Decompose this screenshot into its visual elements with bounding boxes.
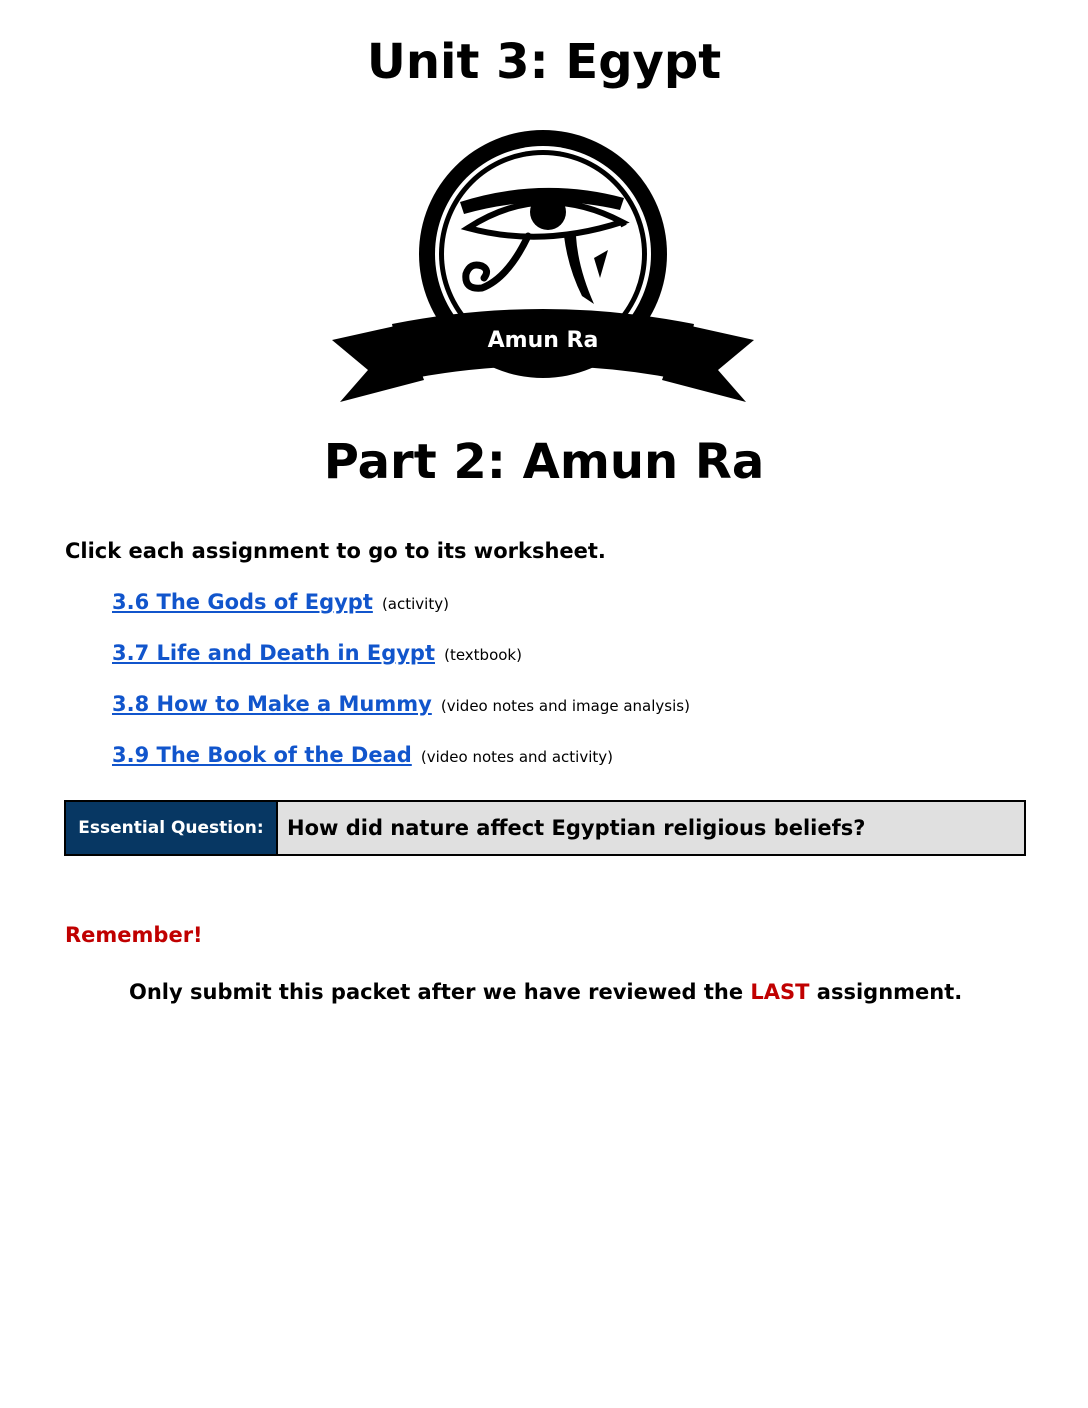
instructions-text: Click each assignment to go to its worksheet. bbox=[65, 539, 606, 563]
remember-heading: Remember! bbox=[65, 923, 203, 947]
reminder-text-before: Only submit this packet after we have reviewed the bbox=[129, 980, 751, 1004]
assignment-type: (video notes and image analysis) bbox=[440, 697, 690, 715]
assignment-item bbox=[112, 637, 690, 688]
assignment-type: (video notes and activity) bbox=[420, 748, 613, 766]
assignment-link-3-8[interactable]: 3.8 How to Make a Mummy bbox=[112, 692, 432, 716]
reminder-highlight: LAST bbox=[750, 980, 810, 1004]
assignment-list bbox=[112, 586, 690, 790]
assignment-type: (textbook) bbox=[444, 646, 522, 664]
assignment-item bbox=[112, 739, 690, 790]
reminder-text-after: assignment. bbox=[809, 980, 963, 1004]
part-title: Part 2: Amun Ra bbox=[323, 434, 765, 490]
assignment-item bbox=[112, 586, 690, 637]
emblem-banner-text: Amun Ra bbox=[487, 328, 599, 353]
assignment-item bbox=[112, 688, 690, 739]
amun-ra-emblem bbox=[332, 118, 754, 408]
assignment-type: (activity) bbox=[381, 595, 449, 613]
assignment-link-3-9[interactable]: 3.9 The Book of the Dead bbox=[112, 743, 412, 767]
essential-question-text: How did nature affect Egyptian religious beliefs? bbox=[278, 802, 1024, 854]
submission-reminder bbox=[129, 977, 962, 1007]
essential-question-box bbox=[64, 800, 1026, 856]
assignment-link-3-6[interactable]: 3.6 The Gods of Egypt bbox=[112, 590, 373, 614]
assignment-link-3-7[interactable]: 3.7 Life and Death in Egypt bbox=[112, 641, 435, 665]
essential-question-label: Essential Question: bbox=[66, 802, 278, 854]
page-title: Unit 3: Egypt bbox=[366, 34, 722, 90]
